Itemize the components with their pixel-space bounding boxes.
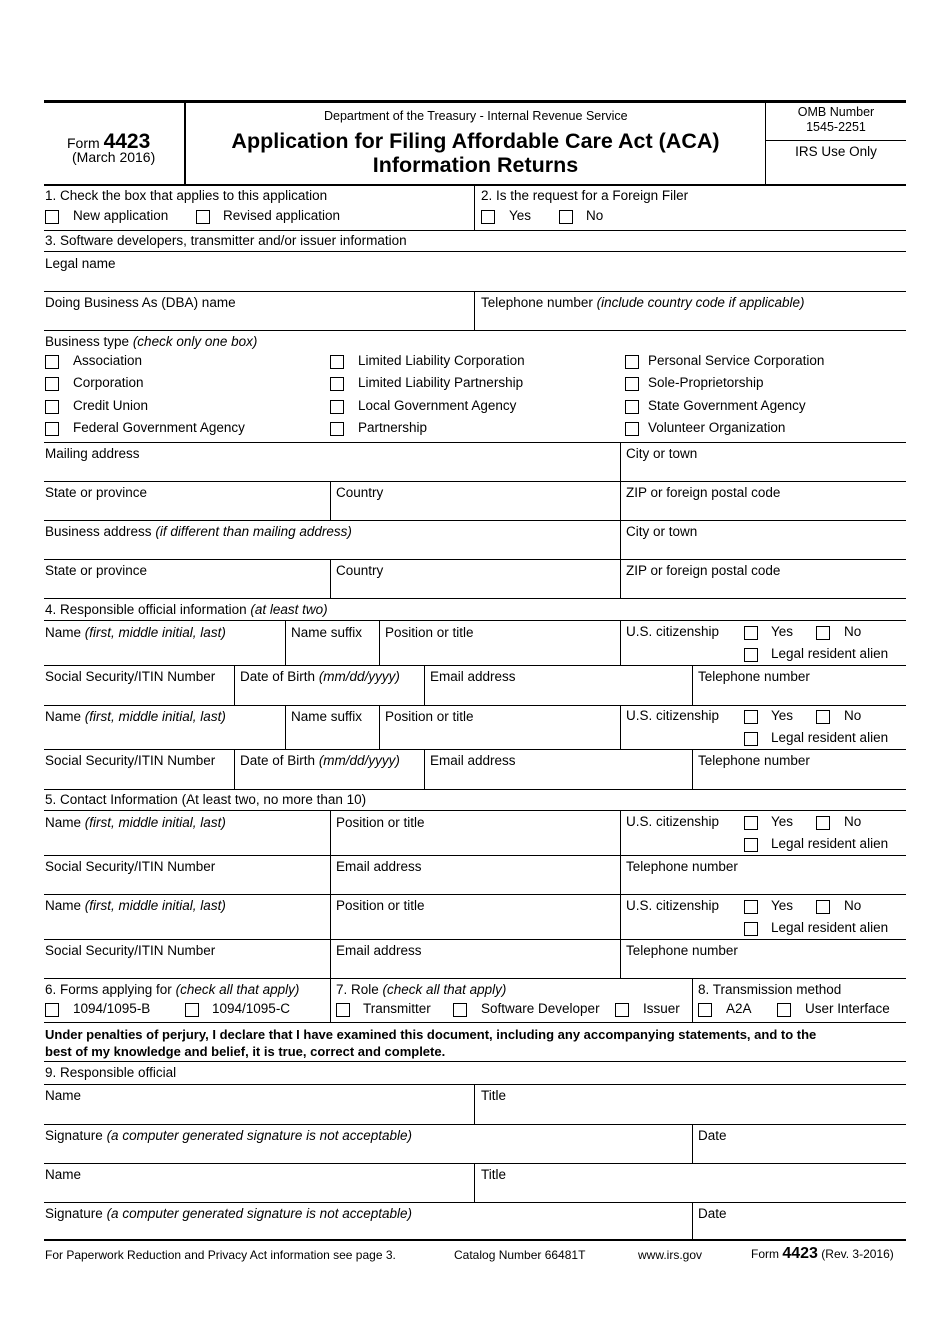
contact2-legal-resident-checkbox[interactable] (744, 922, 758, 936)
form-1094-1095-b-checkbox[interactable] (45, 1003, 59, 1017)
contact2-email-field[interactable]: Email address (336, 943, 422, 958)
business-type-option: Limited Liability Partnership (358, 375, 524, 390)
official-b-date-field[interactable]: Date (698, 1206, 727, 1221)
business-type-label: Business type (check only one box) (45, 334, 258, 349)
divider (620, 620, 621, 665)
contact1-email-field[interactable]: Email address (336, 859, 422, 874)
company-telephone-field[interactable]: Telephone number (include country code if applicable) (481, 295, 805, 310)
rule (44, 251, 906, 252)
official1-dob-field[interactable]: Date of Birth (mm/dd/yyyy) (240, 669, 400, 684)
footer-rule (44, 1239, 906, 1241)
official2-legal-resident-checkbox[interactable] (744, 732, 758, 746)
mailing-state-field[interactable]: State or province (45, 485, 148, 500)
official1-ssn-field[interactable]: Social Security/ITIN Number (45, 669, 216, 684)
footer-paperwork: For Paperwork Reduction and Privacy Act information see page 3. (45, 1248, 396, 1262)
role-issuer-label: Issuer (643, 1001, 680, 1016)
official2-position-field[interactable]: Position or title (385, 709, 474, 724)
business-city-field[interactable]: City or town (626, 524, 698, 539)
business-type-option: Sole-Proprietorship (648, 375, 764, 390)
divider (620, 810, 621, 894)
omb-number: 1545-2251 (806, 120, 866, 134)
form-number: 4423 (103, 130, 151, 153)
rule (44, 442, 906, 443)
contact2-citizen-no-checkbox[interactable] (816, 900, 830, 914)
role-transmitter-label: Transmitter (363, 1001, 431, 1016)
contact1-citizenship-label: U.S. citizenship (626, 814, 720, 829)
divider (620, 894, 621, 978)
form-1094-1095-b-label: 1094/1095-B (73, 1001, 151, 1016)
legal-resident-label: Legal resident alien (771, 836, 889, 851)
business-address-field[interactable]: Business address (if different than mailing address) (45, 524, 352, 539)
business-type-checkbox[interactable] (45, 355, 59, 369)
rule (44, 665, 906, 666)
contact1-position-field[interactable]: Position or title (336, 815, 425, 830)
mailing-zip-field[interactable]: ZIP or foreign postal code (626, 485, 781, 500)
business-type-checkbox[interactable] (45, 422, 59, 436)
citizen-yes-label: Yes (771, 708, 794, 723)
business-zip-field[interactable]: ZIP or foreign postal code (626, 563, 781, 578)
contact2-ssn-field[interactable]: Social Security/ITIN Number (45, 943, 216, 958)
rule (44, 894, 906, 895)
contact2-citizen-yes-checkbox[interactable] (744, 900, 758, 914)
mailing-city-field[interactable]: City or town (626, 446, 698, 461)
official2-email-field[interactable]: Email address (430, 753, 516, 768)
contact2-telephone-field[interactable]: Telephone number (626, 943, 738, 958)
business-type-checkbox[interactable] (625, 422, 639, 436)
divider (620, 705, 621, 749)
rule (44, 855, 906, 856)
official1-telephone-field[interactable]: Telephone number (698, 669, 810, 684)
section7-label: 7. Role (check all that apply) (336, 982, 507, 997)
business-type-option: State Government Agency (648, 398, 806, 413)
business-type-checkbox[interactable] (330, 422, 344, 436)
section6-label: 6. Forms applying for (check all that apply) (45, 982, 300, 997)
revised-application-label: Revised application (223, 208, 341, 223)
role-software-developer-checkbox[interactable] (453, 1003, 467, 1017)
role-software-developer-label: Software Developer (481, 1001, 600, 1016)
rule (44, 810, 906, 811)
business-type-checkbox[interactable] (45, 400, 59, 414)
new-application-label: New application (73, 208, 169, 223)
rule (44, 520, 906, 521)
divider (379, 705, 380, 749)
role-transmitter-checkbox[interactable] (336, 1003, 350, 1017)
business-type-option: Federal Government Agency (73, 420, 245, 435)
dba-name-field[interactable]: Doing Business As (DBA) name (45, 295, 236, 310)
divider (330, 894, 331, 978)
form-1094-1095-c-checkbox[interactable] (185, 1003, 199, 1017)
official1-citizenship-label: U.S. citizenship (626, 624, 720, 639)
contact1-telephone-field[interactable]: Telephone number (626, 859, 738, 874)
official2-citizen-yes-checkbox[interactable] (744, 710, 758, 724)
divider (474, 185, 475, 230)
business-type-option: Limited Liability Corporation (358, 353, 525, 368)
citizen-no-label: No (844, 624, 862, 639)
official1-legal-resident-checkbox[interactable] (744, 648, 758, 662)
irs-use-only: IRS Use Only (795, 144, 877, 159)
method-a2a-label: A2A (726, 1001, 752, 1016)
divider (234, 749, 235, 789)
business-type-option: Association (73, 353, 143, 368)
contact2-position-field[interactable]: Position or title (336, 898, 425, 913)
official-b-name-field[interactable]: Name (45, 1167, 82, 1182)
contact1-name-field[interactable]: Name (first, middle initial, last) (45, 815, 226, 830)
foreign-filer-yes-checkbox[interactable] (481, 210, 495, 224)
divider (285, 705, 286, 749)
divider (692, 978, 693, 1022)
official1-suffix-field[interactable]: Name suffix (291, 625, 363, 640)
foreign-filer-no-checkbox[interactable] (559, 210, 573, 224)
divider (474, 1084, 475, 1124)
divider (424, 665, 425, 705)
divider (692, 1124, 693, 1163)
official2-citizen-no-checkbox[interactable] (816, 710, 830, 724)
contact2-citizenship-label: U.S. citizenship (626, 898, 720, 913)
section4-label: 4. Responsible official information (at least two) (45, 602, 328, 617)
method-user-interface-checkbox[interactable] (777, 1003, 791, 1017)
official-b-title-field[interactable]: Title (481, 1167, 507, 1182)
divider (474, 1163, 475, 1202)
form-1094-1095-c-label: 1094/1095-C (212, 1001, 291, 1016)
foreign-filer-no-label: No (586, 208, 604, 223)
divider (285, 620, 286, 665)
divider (330, 481, 331, 520)
divider (692, 665, 693, 705)
role-issuer-checkbox[interactable] (615, 1003, 629, 1017)
business-type-checkbox[interactable] (625, 377, 639, 391)
divider (379, 620, 380, 665)
rule (44, 749, 906, 750)
official2-suffix-field[interactable]: Name suffix (291, 709, 363, 724)
contact1-citizen-yes-checkbox[interactable] (744, 816, 758, 830)
official2-telephone-field[interactable]: Telephone number (698, 753, 810, 768)
official-a-signature-field[interactable]: Signature (a computer generated signature is not acceptable) (45, 1128, 412, 1143)
citizen-no-label: No (844, 898, 862, 913)
official1-citizen-yes-checkbox[interactable] (744, 626, 758, 640)
legal-resident-label: Legal resident alien (771, 920, 889, 935)
business-type-option: Volunteer Organization (648, 420, 786, 435)
contact1-legal-resident-checkbox[interactable] (744, 838, 758, 852)
divider (330, 978, 331, 1022)
rule (44, 1061, 906, 1062)
rule (44, 978, 906, 979)
header-bottom-rule (44, 184, 906, 186)
revised-application-checkbox[interactable] (196, 210, 210, 224)
citizen-yes-label: Yes (771, 814, 794, 829)
business-type-checkbox[interactable] (330, 377, 344, 391)
form-date: (March 2016) (72, 149, 156, 165)
official2-ssn-field[interactable]: Social Security/ITIN Number (45, 753, 216, 768)
section5-label: 5. Contact Information (At least two, no more than 10) (45, 792, 367, 807)
top-rule (44, 100, 906, 103)
citizen-yes-label: Yes (771, 624, 794, 639)
business-type-option: Partnership (358, 420, 428, 435)
official-a-title-field[interactable]: Title (481, 1088, 507, 1103)
contact1-citizen-no-checkbox[interactable] (816, 816, 830, 830)
contact1-ssn-field[interactable]: Social Security/ITIN Number (45, 859, 216, 874)
rule (44, 789, 906, 790)
contact2-name-field[interactable]: Name (first, middle initial, last) (45, 898, 226, 913)
business-type-checkbox[interactable] (625, 355, 639, 369)
official1-position-field[interactable]: Position or title (385, 625, 474, 640)
method-user-interface-label: User Interface (805, 1001, 890, 1016)
section1-label: 1. Check the box that applies to this application (45, 188, 328, 203)
rule (44, 559, 906, 560)
rule (44, 1202, 906, 1203)
official1-citizen-no-checkbox[interactable] (816, 626, 830, 640)
official-a-date-field[interactable]: Date (698, 1128, 727, 1143)
divider (330, 559, 331, 598)
business-type-checkbox[interactable] (330, 400, 344, 414)
divider (692, 749, 693, 789)
citizen-no-label: No (844, 814, 862, 829)
footer-form-id: Form 4423 (Rev. 3-2016) (751, 1245, 894, 1262)
rule (44, 620, 906, 621)
method-a2a-checkbox[interactable] (698, 1003, 712, 1017)
mailing-country-field[interactable]: Country (336, 485, 384, 500)
business-country-field[interactable]: Country (336, 563, 384, 578)
rule (44, 1163, 906, 1164)
rule (44, 1124, 906, 1125)
section3-label: 3. Software developers, transmitter and/or issuer information (45, 233, 407, 248)
legal-resident-label: Legal resident alien (771, 646, 889, 661)
rule (44, 1084, 906, 1085)
mailing-address-field[interactable]: Mailing address (45, 446, 140, 461)
rule (44, 481, 906, 482)
new-application-checkbox[interactable] (45, 210, 59, 224)
divider (474, 291, 475, 330)
footer-website: www.irs.gov (638, 1248, 703, 1262)
divider (330, 810, 331, 894)
business-type-checkbox[interactable] (330, 355, 344, 369)
business-type-option: Local Government Agency (358, 398, 517, 413)
foreign-filer-yes-label: Yes (509, 208, 532, 223)
section9-label: 9. Responsible official (45, 1065, 177, 1080)
legal-name-field[interactable]: Legal name (45, 256, 116, 271)
business-type-checkbox[interactable] (625, 400, 639, 414)
divider (234, 665, 235, 705)
rule (44, 705, 906, 706)
official2-dob-field[interactable]: Date of Birth (mm/dd/yyyy) (240, 753, 400, 768)
rule (44, 939, 906, 940)
business-type-option: Corporation (73, 375, 144, 390)
department: Department of the Treasury - Internal Revenue Service (324, 109, 628, 123)
section2-label: 2. Is the request for a Foreign Filer (481, 188, 689, 203)
omb-label: OMB Number (797, 105, 875, 119)
penalty-statement: Under penalties of perjury, I declare that I have examined this document, including any accompanying statements, and to the best of my knowledge and belief, it is true, correct and complete. (45, 1027, 817, 1059)
omb-divider (765, 140, 906, 141)
official2-citizenship-label: U.S. citizenship (626, 708, 720, 723)
official1-email-field[interactable]: Email address (430, 669, 516, 684)
official-b-signature-field[interactable]: Signature (a computer generated signature is not acceptable) (45, 1206, 412, 1221)
divider (692, 1202, 693, 1240)
citizen-yes-label: Yes (771, 898, 794, 913)
divider (424, 749, 425, 789)
business-type-option: Personal Service Corporation (648, 353, 825, 368)
form-label: Form 4423 (67, 130, 151, 153)
rule (44, 230, 906, 231)
page-title: Application for Filing Affordable Care Act (ACA) Information Returns (231, 129, 720, 177)
official1-name-field[interactable]: Name (first, middle initial, last) (45, 625, 226, 640)
legal-resident-label: Legal resident alien (771, 730, 889, 745)
business-state-field[interactable]: State or province (45, 563, 148, 578)
official-a-name-field[interactable]: Name (45, 1088, 82, 1103)
rule (44, 330, 906, 331)
rule (44, 598, 906, 599)
rule (44, 291, 906, 292)
section8-label: 8. Transmission method (698, 982, 842, 997)
business-type-option: Credit Union (73, 398, 149, 413)
footer-catalog: Catalog Number 66481T (454, 1248, 586, 1262)
rule (44, 1022, 906, 1023)
business-type-checkbox[interactable] (45, 377, 59, 391)
official2-name-field[interactable]: Name (first, middle initial, last) (45, 709, 226, 724)
citizen-no-label: No (844, 708, 862, 723)
